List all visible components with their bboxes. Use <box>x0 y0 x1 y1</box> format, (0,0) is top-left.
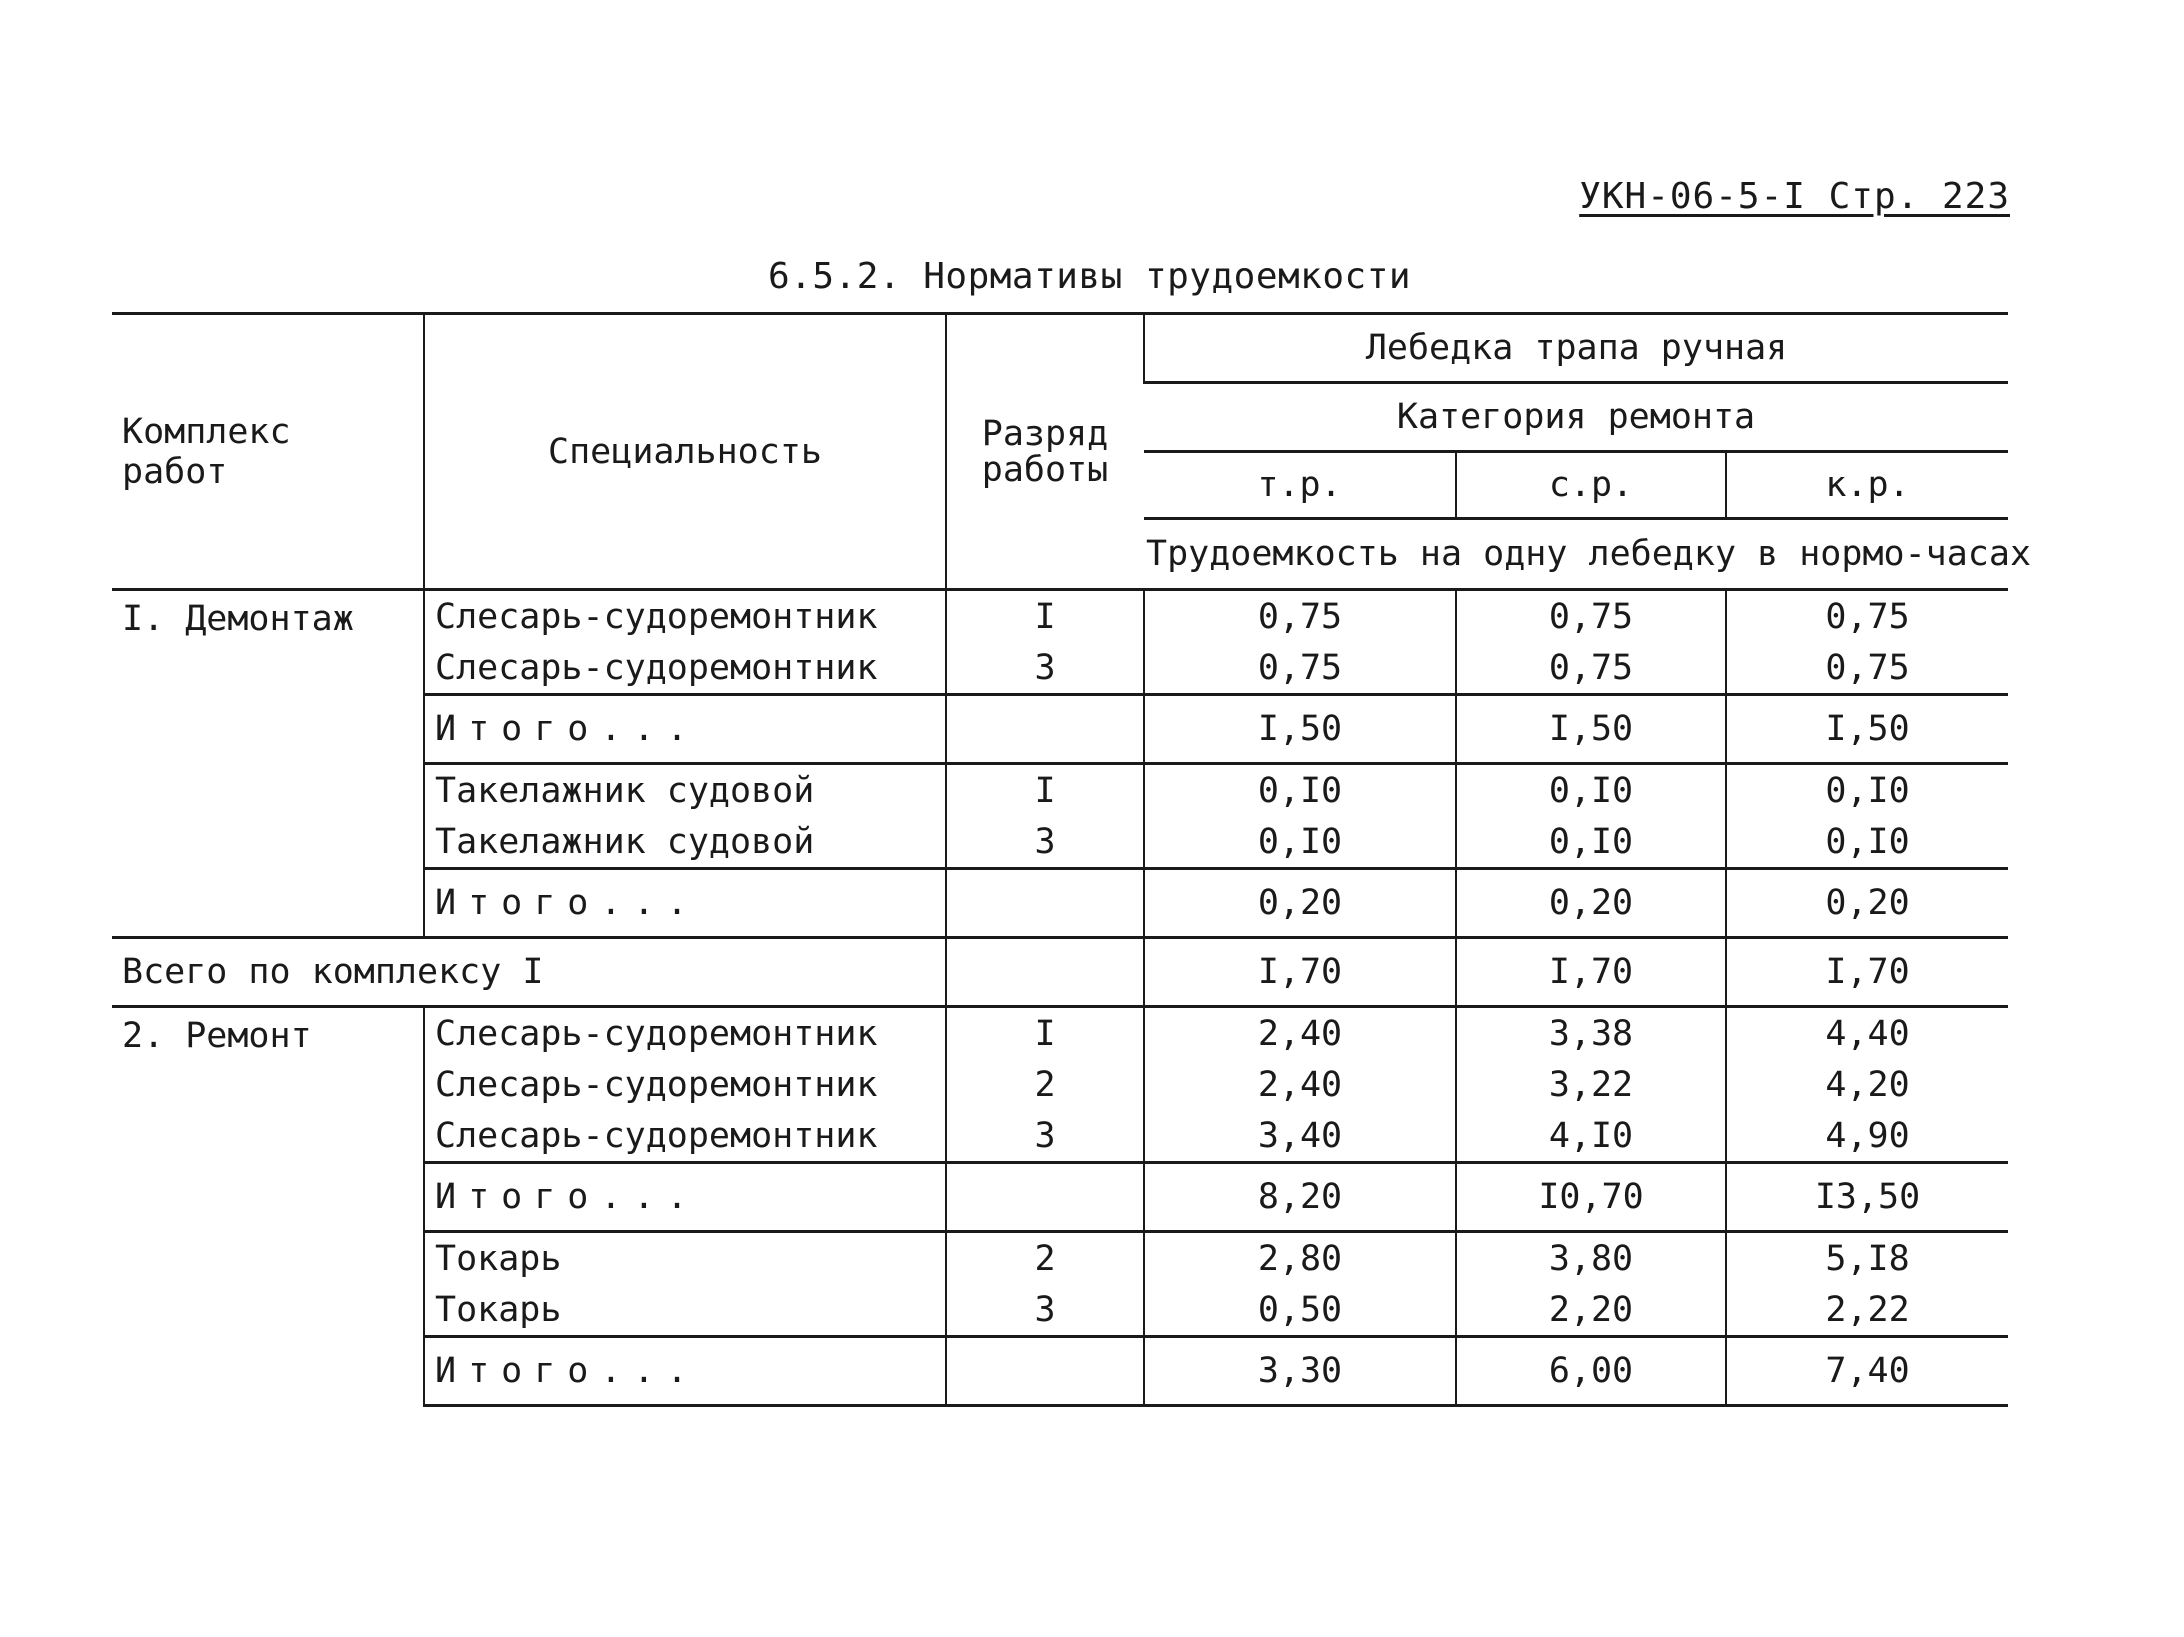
grade-cell <box>946 1337 1144 1406</box>
value-kr: I,70 <box>1726 938 2008 1007</box>
specialty-cell: Слесарь-судоремонтник <box>424 1007 946 1060</box>
header-unit: Трудоемкость на одну лебедку в нормо-часах <box>1144 519 2008 590</box>
value-sr: I0,70 <box>1456 1163 1726 1232</box>
header-cat-kr: к.р. <box>1726 452 2008 519</box>
complex-cell: 2. Ремонт <box>122 1016 312 1056</box>
value-sr: I,70 <box>1456 938 1726 1007</box>
value-kr: 0,75 <box>1726 642 2008 695</box>
value-tr: 3,40 <box>1144 1110 1456 1163</box>
value-sr: 0,I0 <box>1456 764 1726 817</box>
value-tr: 0,50 <box>1144 1284 1456 1337</box>
header-cat-tr: т.р. <box>1144 452 1456 519</box>
header-grade: Разряд работы <box>946 314 1144 590</box>
value-kr: 5,I8 <box>1726 1232 2008 1285</box>
grade-cell <box>946 938 1144 1007</box>
header-complex: Комплекс работ <box>112 314 424 590</box>
value-kr: 2,22 <box>1726 1284 2008 1337</box>
header-equipment: Лебедка трапа ручная <box>1144 314 2008 383</box>
value-kr: I3,50 <box>1726 1163 2008 1232</box>
subtotal-label: Итого... <box>424 1337 946 1406</box>
labor-norms-table <box>112 312 2032 1407</box>
specialty-cell: Такелажник судовой <box>424 816 946 869</box>
grade-cell: 3 <box>946 1284 1144 1337</box>
value-sr: 3,22 <box>1456 1059 1726 1110</box>
grade-cell: 3 <box>946 642 1144 695</box>
specialty-cell: Слесарь-судоремонтник <box>424 1059 946 1110</box>
specialty-cell: Слесарь-судоремонтник <box>424 642 946 695</box>
specialty-cell: Такелажник судовой <box>424 764 946 817</box>
value-tr: 8,20 <box>1144 1163 1456 1232</box>
value-sr: 2,20 <box>1456 1284 1726 1337</box>
grade-cell <box>946 1163 1144 1232</box>
value-kr: 4,90 <box>1726 1110 2008 1163</box>
value-kr: 0,I0 <box>1726 764 2008 817</box>
value-kr: I,50 <box>1726 695 2008 764</box>
value-sr: 0,20 <box>1456 869 1726 938</box>
specialty-cell: Слесарь-судоремонтник <box>424 590 946 643</box>
value-kr: 0,I0 <box>1726 816 2008 869</box>
value-kr: 0,20 <box>1726 869 2008 938</box>
value-sr: 4,I0 <box>1456 1110 1726 1163</box>
value-tr: 2,40 <box>1144 1059 1456 1110</box>
value-tr: I,50 <box>1144 695 1456 764</box>
complex-cell: I. Демонтаж <box>112 590 424 938</box>
grade-cell: 2 <box>946 1059 1144 1110</box>
value-sr: 0,75 <box>1456 590 1726 643</box>
document-code: УКН-06-5-I Стр. 223 <box>1579 176 2010 217</box>
specialty-cell: Слесарь-судоремонтник <box>424 1110 946 1163</box>
value-sr: 0,75 <box>1456 642 1726 695</box>
subtotal-label: Итого... <box>424 869 946 938</box>
value-kr: 4,40 <box>1726 1007 2008 1060</box>
table-title: 6.5.2. Нормативы трудоемкости <box>768 256 1412 297</box>
grade-cell: I <box>946 1007 1144 1060</box>
value-sr: I,50 <box>1456 695 1726 764</box>
table-row <box>112 590 2008 643</box>
header-category: Категория ремонта <box>1144 383 2008 452</box>
grade-cell: 2 <box>946 1232 1144 1285</box>
value-tr: 0,75 <box>1144 642 1456 695</box>
value-sr: 0,I0 <box>1456 816 1726 869</box>
subtotal-label: Итого... <box>424 695 946 764</box>
specialty-cell: Токарь <box>424 1284 946 1337</box>
header-cat-sr: с.р. <box>1456 452 1726 519</box>
value-sr: 3,38 <box>1456 1007 1726 1060</box>
grade-cell: 3 <box>946 1110 1144 1163</box>
table-row <box>112 1007 2008 1060</box>
total-row <box>112 938 2008 1007</box>
grade-cell: I <box>946 590 1144 643</box>
specialty-cell: Токарь <box>424 1232 946 1285</box>
value-tr: 0,I0 <box>1144 816 1456 869</box>
value-tr: 3,30 <box>1144 1337 1456 1406</box>
total-label: Всего по комплексу I <box>112 938 946 1007</box>
value-sr: 3,80 <box>1456 1232 1726 1285</box>
value-tr: 0,75 <box>1144 590 1456 643</box>
value-sr: 6,00 <box>1456 1337 1726 1406</box>
value-kr: 0,75 <box>1726 590 2008 643</box>
value-tr: 0,I0 <box>1144 764 1456 817</box>
grade-cell: I <box>946 764 1144 817</box>
subtotal-label: Итого... <box>424 1163 946 1232</box>
grade-cell <box>946 869 1144 938</box>
header-specialty: Специальность <box>424 314 946 590</box>
value-tr: 0,20 <box>1144 869 1456 938</box>
value-tr: I,70 <box>1144 938 1456 1007</box>
grade-cell: 3 <box>946 816 1144 869</box>
grade-cell <box>946 695 1144 764</box>
value-kr: 4,20 <box>1726 1059 2008 1110</box>
value-tr: 2,40 <box>1144 1007 1456 1060</box>
value-kr: 7,40 <box>1726 1337 2008 1406</box>
value-tr: 2,80 <box>1144 1232 1456 1285</box>
